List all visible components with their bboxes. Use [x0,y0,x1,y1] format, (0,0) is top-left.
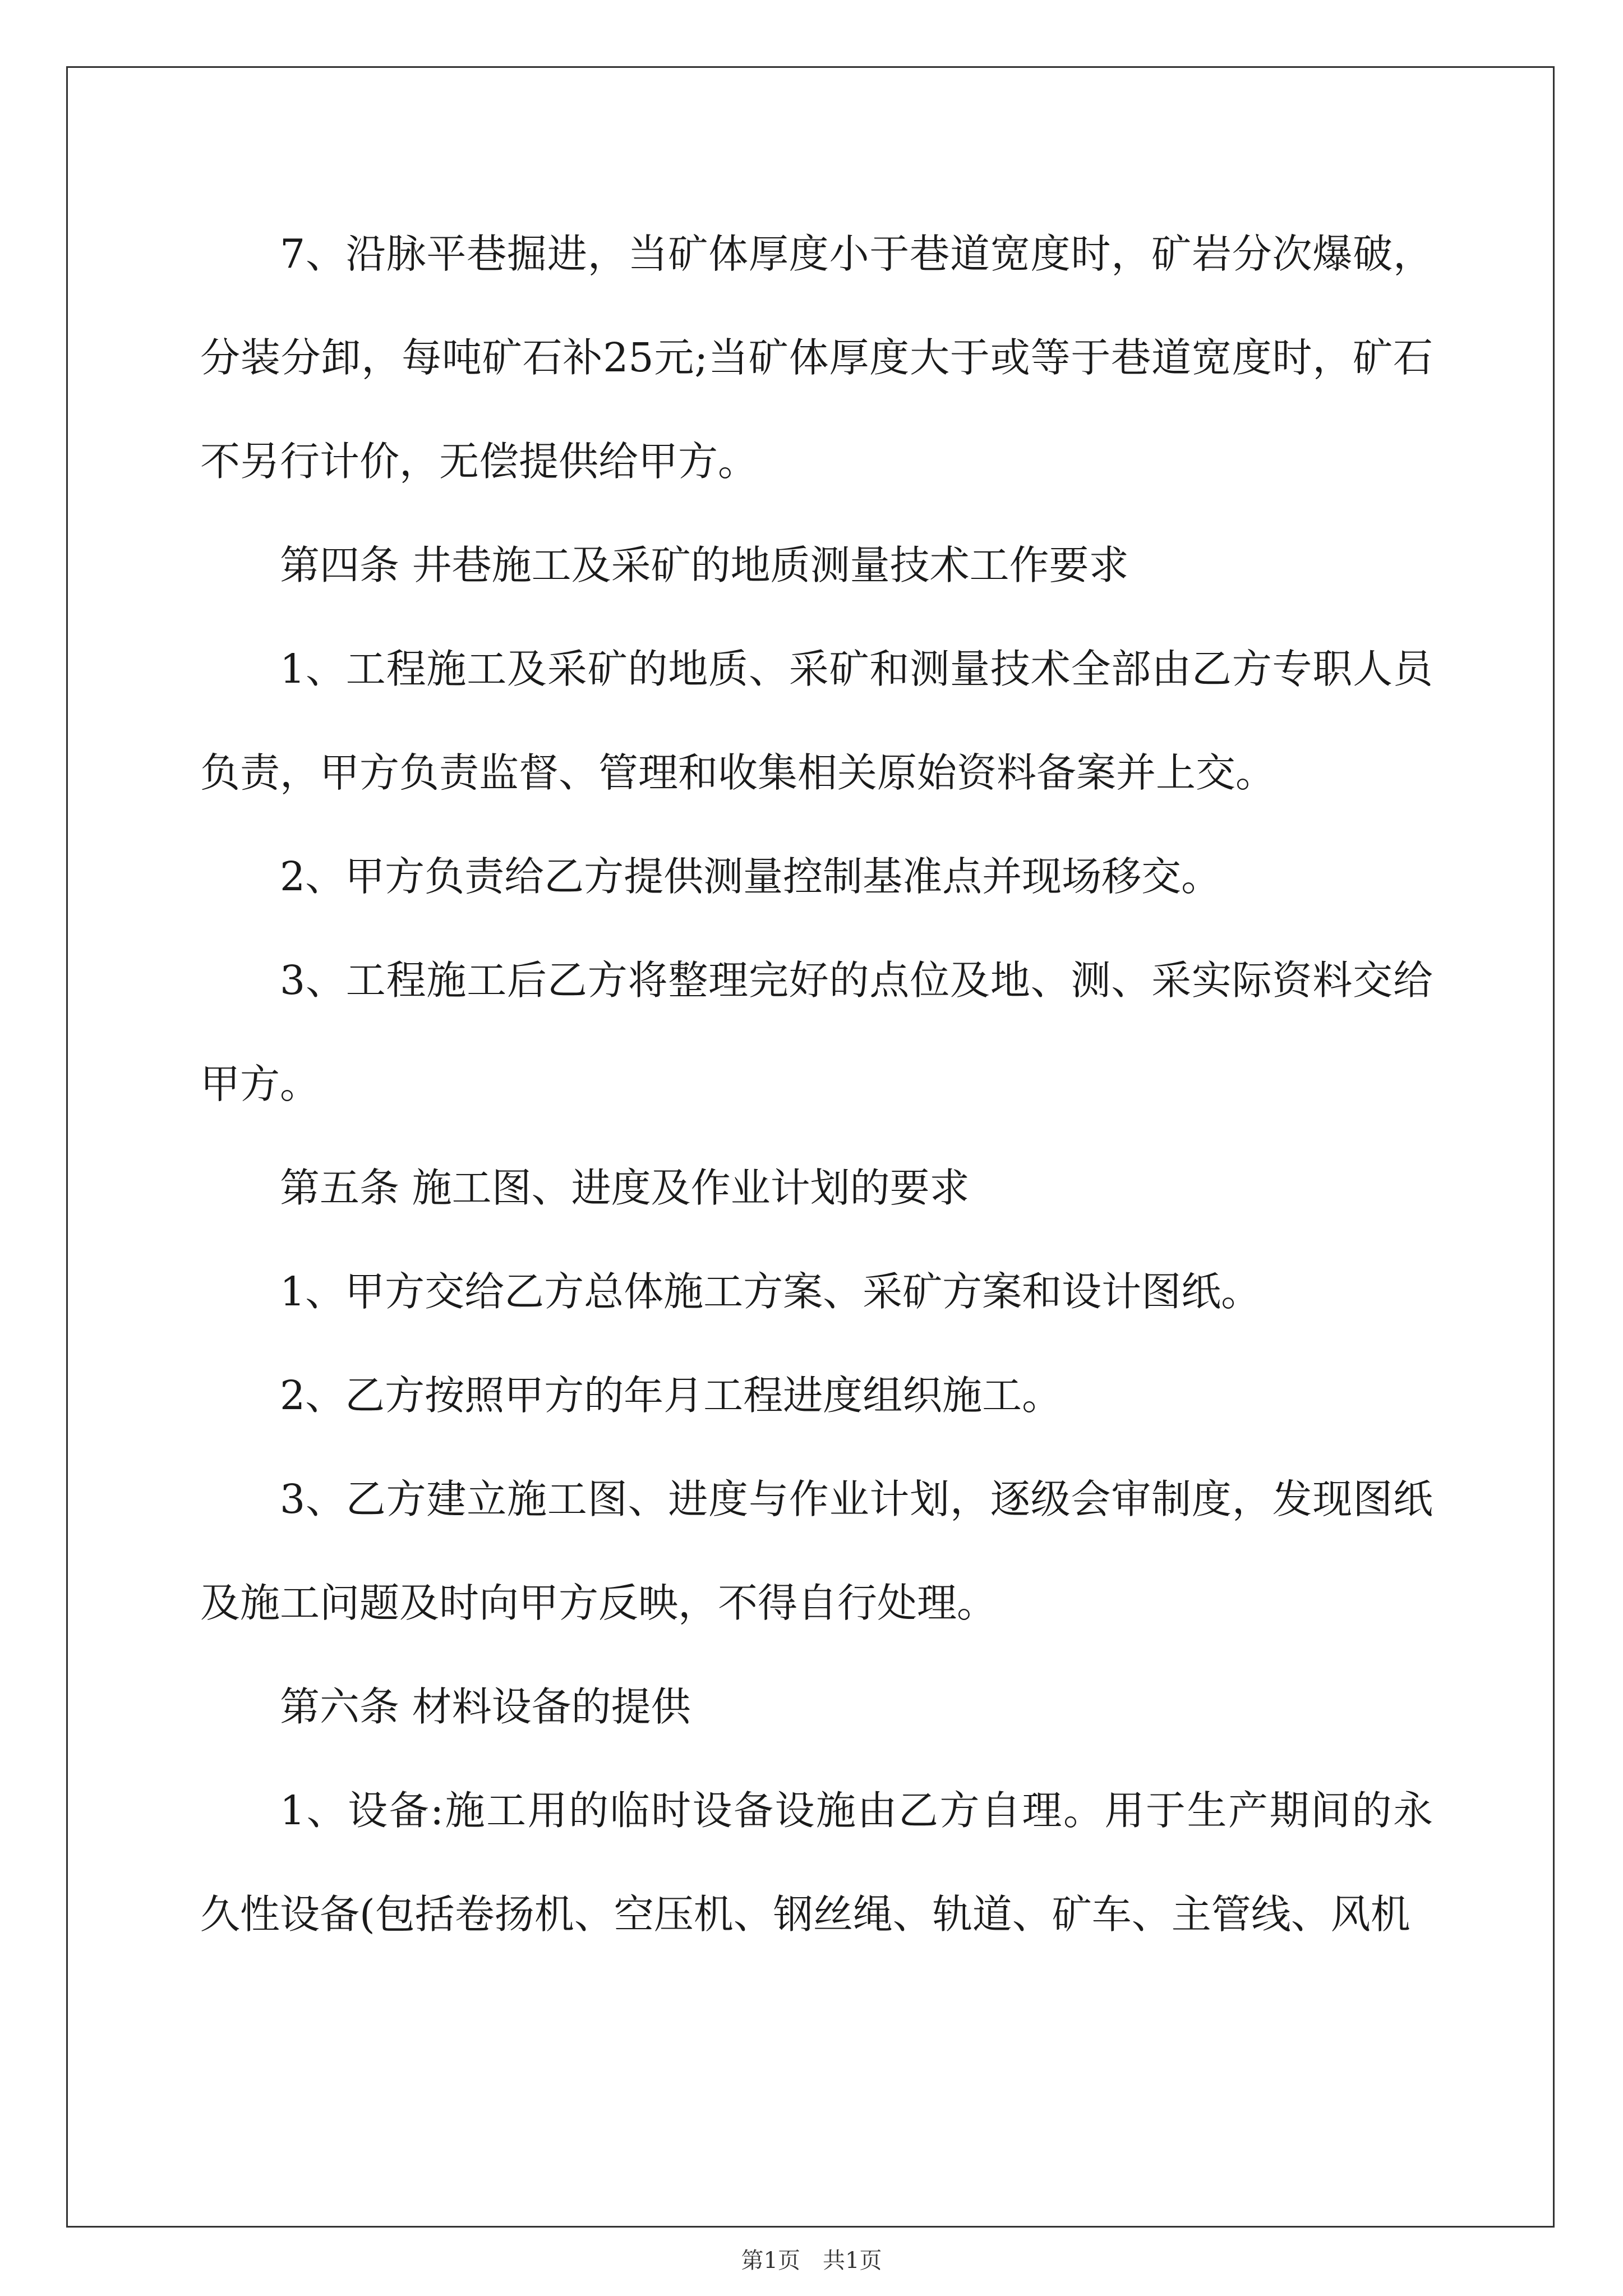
section-heading-article-5: 第五条 施工图、进度及作业计划的要求 [280,1165,970,1211]
paragraph-article-5-item-1: 1、甲方交给乙方总体施工方案、采矿方案和设计图纸。 [280,1268,1261,1315]
page-number-footer: 第1页 共1页 [741,2248,882,2274]
paragraph-clause-7: 7、沿脉平巷掘进，当矿体厚度小于巷道宽度时，矿岩分次爆破，分装分卸，每吨矿石补25元;当矿体厚度大于或等于巷道宽度时，矿石不另行计价，无偿提供给甲方。 [200,231,1433,485]
document-body [200,202,1433,1966]
paragraph-article-4-item-1: 1、工程施工及采矿的地质、采矿和测量技术全部由乙方专职人员负责，甲方负责监督、管理和收集相关原始资料备案并上交。 [200,646,1433,796]
section-heading-article-4: 第四条 井巷施工及采矿的地质测量技术工作要求 [280,542,1129,588]
paragraph-article-5-item-3: 3、乙方建立施工图、进度与作业计划，逐级会审制度，发现图纸及施工问题及时向甲方反映，不得自行处理。 [200,1476,1433,1626]
paragraph-article-4-item-3: 3、工程施工后乙方将整理完好的点位及地、测、采实际资料交给甲方。 [200,957,1433,1107]
paragraph-article-6-item-1: 1、设备:施工用的临时设备设施由乙方自理。用于生产期间的永久性设备(包括卷扬机、空压机、钢丝绳、轨道、矿车、主管线、风机 [200,1787,1433,1938]
paragraph-article-5-item-2: 2、乙方按照甲方的年月工程进度组织施工。 [280,1372,1062,1419]
paragraph-article-4-item-2: 2、甲方负责给乙方提供测量控制基准点并现场移交。 [280,853,1221,900]
section-heading-article-6: 第六条 材料设备的提供 [280,1683,691,1730]
